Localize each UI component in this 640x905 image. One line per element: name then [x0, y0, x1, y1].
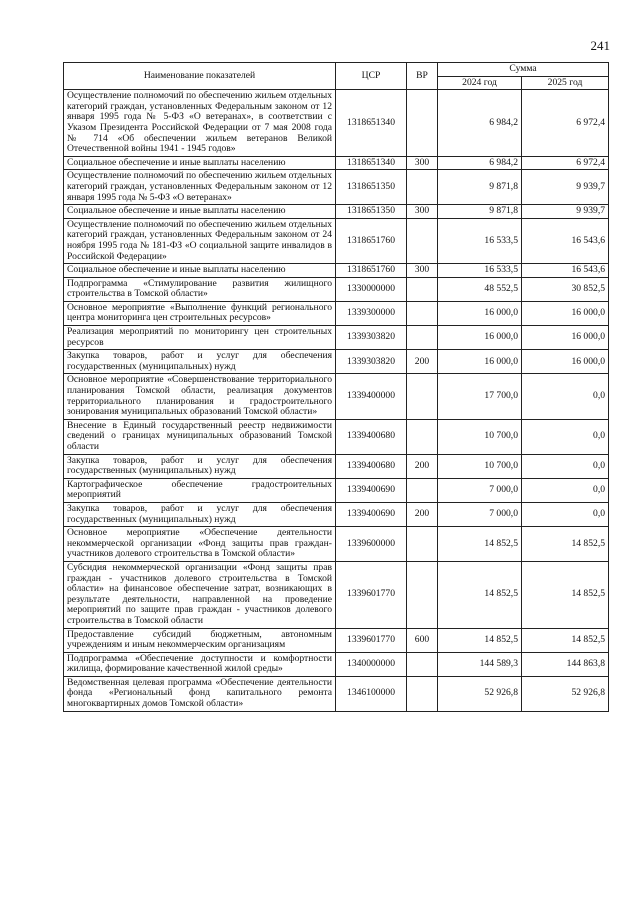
row-2025: 6 972,4 — [522, 156, 609, 170]
row-name: Социальное обеспечение и иные выплаты населению — [64, 156, 336, 170]
row-name: Закупка товаров, работ и услуг для обеспечения государственных (муниципальных) нужд — [64, 350, 336, 374]
row-2025: 14 852,5 — [522, 628, 609, 652]
row-vr — [407, 90, 438, 157]
column-header-name: Наименование показателей — [64, 63, 336, 90]
table-row — [64, 205, 609, 219]
row-2024: 17 700,0 — [438, 374, 522, 419]
row-csr: 1318651760 — [336, 264, 407, 278]
row-2024: 7 000,0 — [438, 478, 522, 502]
row-csr: 1339400690 — [336, 502, 407, 526]
row-2024: 14 852,5 — [438, 561, 522, 628]
row-name: Социальное обеспечение и иные выплаты населению — [64, 264, 336, 278]
row-2024: 144 589,3 — [438, 652, 522, 676]
row-2025: 14 852,5 — [522, 561, 609, 628]
row-vr — [407, 527, 438, 562]
table-row — [64, 374, 609, 419]
table-row — [64, 561, 609, 628]
column-header-2024: 2024 год — [438, 76, 522, 90]
row-name: Предоставление субсидий бюджетным, автономным учреждениям и иным некоммерческим организациям — [64, 628, 336, 652]
row-2024: 16 000,0 — [438, 350, 522, 374]
table-body — [64, 90, 609, 711]
table-row — [64, 527, 609, 562]
row-csr: 1339303820 — [336, 326, 407, 350]
table-row — [64, 478, 609, 502]
row-name: Основное мероприятие «Совершенствование территориального планирования Томской области, реализация документов территориального планирования и градостроительного зонирования муниципальных образований Томской области» — [64, 374, 336, 419]
row-name: Осуществление полномочий по обеспечению жильем отдельных категорий граждан, установленных Федеральным законом от 24 ноября 1995 года № 181-ФЗ «О социальной защите инвалидов в Российской Федерации» — [64, 218, 336, 263]
column-header-csr: ЦСР — [336, 63, 407, 90]
row-name: Ведомственная целевая программа «Обеспечение деятельности фонда «Региональный фонд капитального ремонта многоквартирных домов Томской области» — [64, 676, 336, 711]
row-vr: 600 — [407, 628, 438, 652]
row-2024: 9 871,8 — [438, 205, 522, 219]
table-row — [64, 350, 609, 374]
row-2025: 0,0 — [522, 374, 609, 419]
row-vr: 300 — [407, 156, 438, 170]
row-vr — [407, 561, 438, 628]
table-row — [64, 218, 609, 263]
row-name: Подпрограмма «Обеспечение доступности и комфортности жилища, формирование качественной жилой среды» — [64, 652, 336, 676]
row-2024: 10 700,0 — [438, 419, 522, 454]
table-row — [64, 264, 609, 278]
row-csr: 1339600000 — [336, 527, 407, 562]
row-2025: 6 972,4 — [522, 90, 609, 157]
row-vr — [407, 326, 438, 350]
row-2024: 16 533,5 — [438, 264, 522, 278]
budget-table — [63, 62, 609, 712]
row-name: Закупка товаров, работ и услуг для обеспечения государственных (муниципальных) нужд — [64, 502, 336, 526]
row-csr: 1339400000 — [336, 374, 407, 419]
row-name: Подпрограмма «Стимулирование развития жилищного строительства в Томской области» — [64, 277, 336, 301]
row-2024: 16 000,0 — [438, 326, 522, 350]
row-vr: 300 — [407, 205, 438, 219]
row-2024: 52 926,8 — [438, 676, 522, 711]
row-name: Осуществление полномочий по обеспечению жильем отдельных категорий граждан, установленных Федеральным законом от 12 января 1995 года № 5-ФЗ «О ветеранах», в соответствии с Указом Президента Российской Федерации от 7 мая 2008 года № 714 «Об обеспечении жильем ветеранов Великой Отечественной войны 1941 - 1945 годов» — [64, 90, 336, 157]
table-row — [64, 277, 609, 301]
row-csr: 1318651760 — [336, 218, 407, 263]
row-2025: 16 543,6 — [522, 218, 609, 263]
table-row — [64, 676, 609, 711]
table-row — [64, 156, 609, 170]
row-2025: 9 939,7 — [522, 205, 609, 219]
row-csr: 1339400680 — [336, 454, 407, 478]
row-name: Реализация мероприятий по мониторингу цен строительных ресурсов — [64, 326, 336, 350]
row-name: Основное мероприятие «Выполнение функций регионального центра мониторинга цен строительных ресурсов» — [64, 301, 336, 325]
row-csr: 1340000000 — [336, 652, 407, 676]
row-csr: 1318651350 — [336, 170, 407, 205]
row-2024: 6 984,2 — [438, 90, 522, 157]
row-csr: 1346100000 — [336, 676, 407, 711]
row-vr — [407, 301, 438, 325]
row-2025: 0,0 — [522, 419, 609, 454]
row-vr — [407, 676, 438, 711]
row-2025: 30 852,5 — [522, 277, 609, 301]
row-name: Осуществление полномочий по обеспечению жильем отдельных категорий граждан, установленных Федеральным законом от 12 января 1995 года № 5-ФЗ «О ветеранах» — [64, 170, 336, 205]
table-row — [64, 652, 609, 676]
table-row — [64, 90, 609, 157]
row-name: Социальное обеспечение и иные выплаты населению — [64, 205, 336, 219]
row-2025: 9 939,7 — [522, 170, 609, 205]
row-csr: 1330000000 — [336, 277, 407, 301]
row-2025: 16 543,6 — [522, 264, 609, 278]
row-name: Закупка товаров, работ и услуг для обеспечения государственных (муниципальных) нужд — [64, 454, 336, 478]
row-csr: 1339400680 — [336, 419, 407, 454]
table-row — [64, 326, 609, 350]
row-csr: 1339300000 — [336, 301, 407, 325]
table-row — [64, 628, 609, 652]
row-2024: 10 700,0 — [438, 454, 522, 478]
row-2025: 16 000,0 — [522, 350, 609, 374]
row-csr: 1339601770 — [336, 561, 407, 628]
row-2025: 0,0 — [522, 454, 609, 478]
row-vr — [407, 277, 438, 301]
table-row — [64, 301, 609, 325]
row-2024: 7 000,0 — [438, 502, 522, 526]
row-2025: 0,0 — [522, 502, 609, 526]
row-2025: 52 926,8 — [522, 676, 609, 711]
row-vr — [407, 218, 438, 263]
column-header-2025: 2025 год — [522, 76, 609, 90]
table-row — [64, 502, 609, 526]
row-csr: 1318651340 — [336, 90, 407, 157]
row-2025: 14 852,5 — [522, 527, 609, 562]
row-vr: 200 — [407, 454, 438, 478]
row-2024: 9 871,8 — [438, 170, 522, 205]
row-vr — [407, 419, 438, 454]
row-2025: 16 000,0 — [522, 326, 609, 350]
row-2024: 16 533,5 — [438, 218, 522, 263]
row-name: Субсидия некоммерческой организации «Фонд защиты прав граждан - участников долевого строительства в Томской области» на финансовое обеспечение затрат, возникающих в результате деятельности, направленной на проведение мероприятий по защите прав граждан - участников долевого строительства в Томской области — [64, 561, 336, 628]
row-vr — [407, 170, 438, 205]
row-csr: 1339303820 — [336, 350, 407, 374]
row-csr: 1339601770 — [336, 628, 407, 652]
row-2024: 16 000,0 — [438, 301, 522, 325]
row-csr: 1339400690 — [336, 478, 407, 502]
row-vr: 200 — [407, 350, 438, 374]
row-2024: 14 852,5 — [438, 527, 522, 562]
row-name: Картографическое обеспечение градостроительных мероприятий — [64, 478, 336, 502]
row-csr: 1318651340 — [336, 156, 407, 170]
row-vr: 200 — [407, 502, 438, 526]
row-2025: 16 000,0 — [522, 301, 609, 325]
table-header — [64, 63, 609, 90]
column-header-sum: Сумма — [438, 63, 609, 77]
table-row — [64, 419, 609, 454]
row-2024: 48 552,5 — [438, 277, 522, 301]
row-csr: 1318651350 — [336, 205, 407, 219]
row-vr — [407, 374, 438, 419]
page-number: 241 — [590, 38, 610, 53]
row-vr — [407, 478, 438, 502]
row-name: Внесение в Единый государственный реестр недвижимости сведений о границах муниципальных образований Томской области — [64, 419, 336, 454]
row-2025: 144 863,8 — [522, 652, 609, 676]
row-2024: 14 852,5 — [438, 628, 522, 652]
row-2024: 6 984,2 — [438, 156, 522, 170]
row-name: Основное мероприятие «Обеспечение деятельности некоммерческой организации «Фонд защиты прав граждан-участников долевого строительства в Томской области» — [64, 527, 336, 562]
row-vr: 300 — [407, 264, 438, 278]
table-row — [64, 454, 609, 478]
column-header-vr: ВР — [407, 63, 438, 90]
row-2025: 0,0 — [522, 478, 609, 502]
row-vr — [407, 652, 438, 676]
table-row — [64, 170, 609, 205]
